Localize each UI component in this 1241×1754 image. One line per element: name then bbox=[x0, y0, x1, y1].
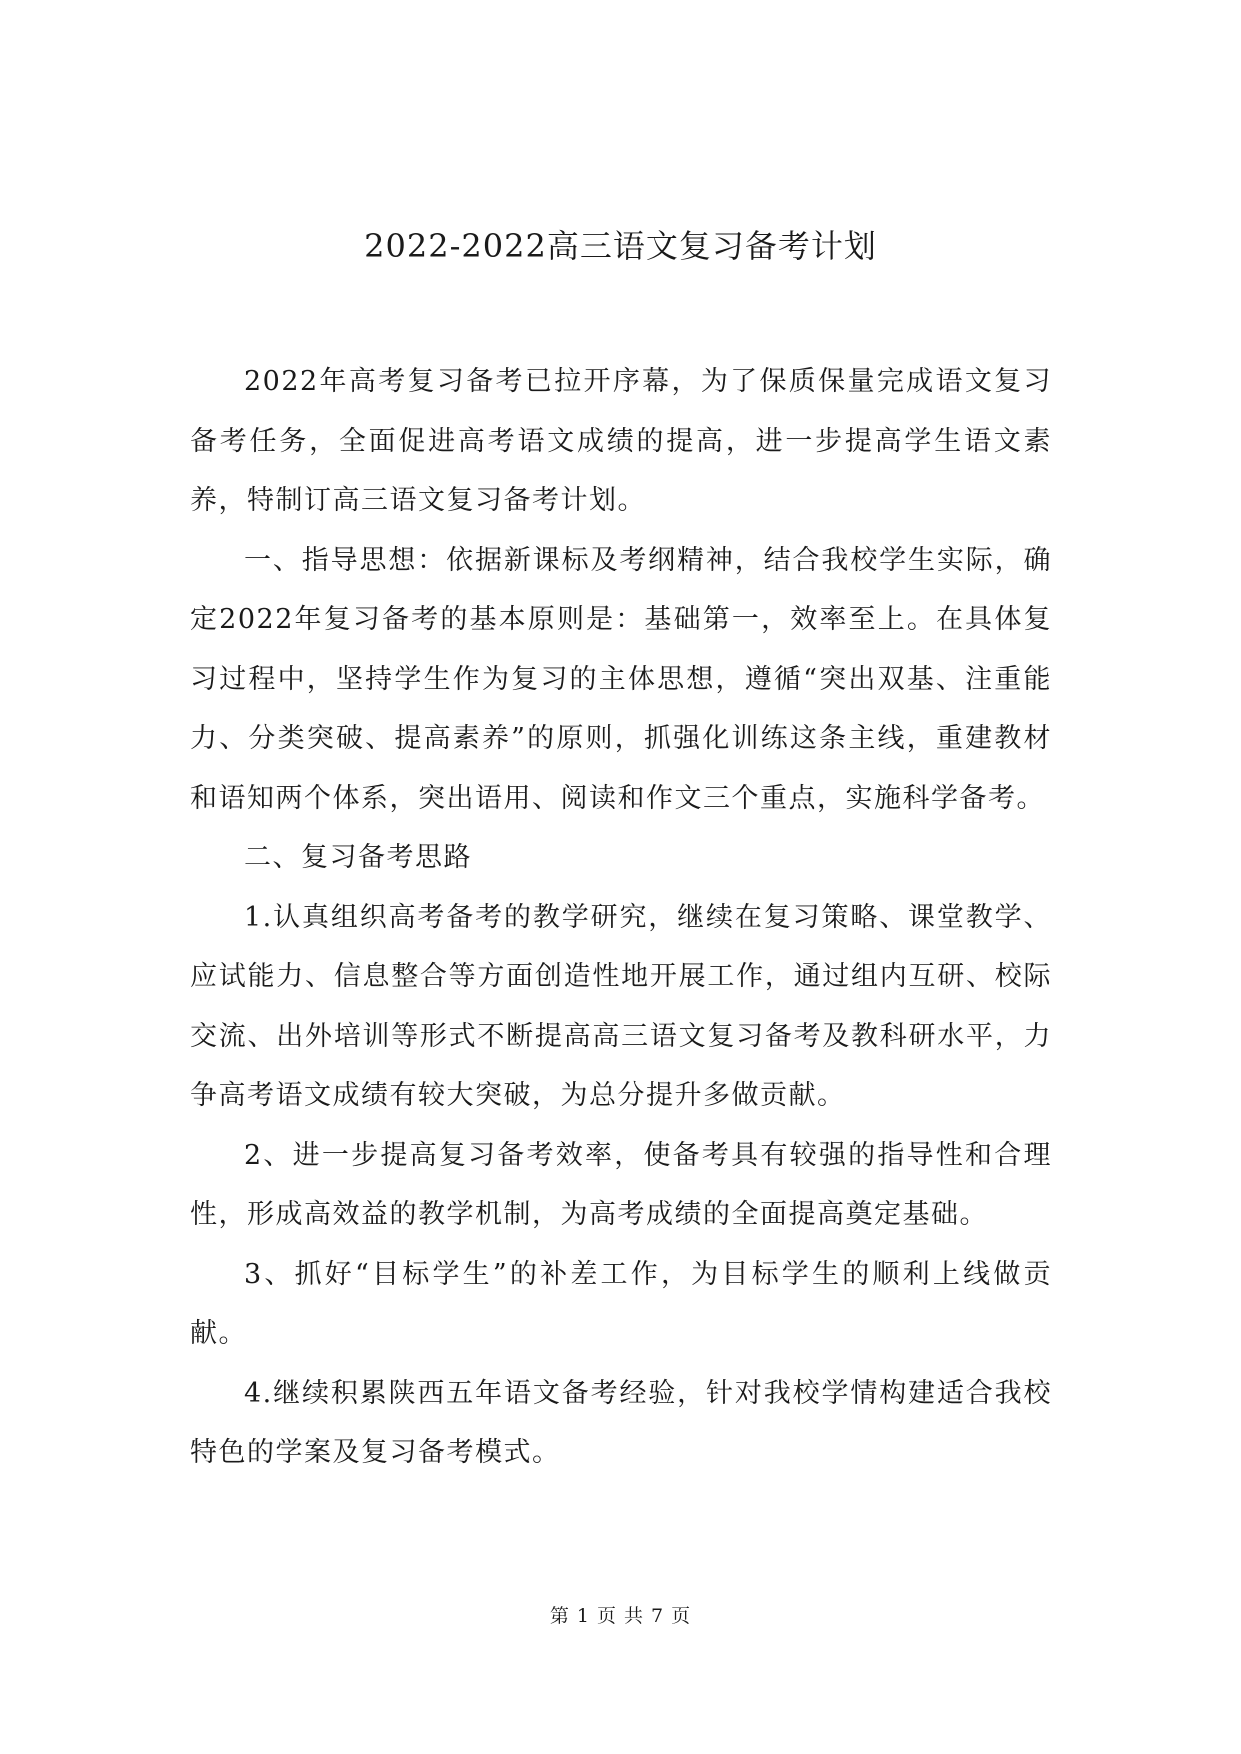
paragraph-item-3: 3、抓好“目标学生”的补差工作，为目标学生的顺利上线做贡献。 bbox=[190, 1258, 1052, 1349]
document-title: 2022-2022高三语文复习备考计划 bbox=[364, 227, 877, 265]
section-heading-review-approach: 二、复习备考思路 bbox=[244, 842, 472, 873]
paragraph-item-2: 2、进一步提高复习备考效率，使备考具有较强的指导性和合理性，形成高效益的教学机制，为高考成绩的全面提高奠定基础。 bbox=[190, 1139, 1052, 1230]
page-footer: 第 1 页 共 7 页 bbox=[549, 1605, 692, 1627]
document-body bbox=[190, 352, 1052, 1483]
paragraph-item-4: 4.继续积累陕西五年语文备考经验，针对我校学情构建适合我校特色的学案及复习备考模式。 bbox=[190, 1377, 1052, 1468]
paragraph-guiding-ideology: 一、指导思想：依据新课标及考纲精神，结合我校学生实际，确定2022年复习备考的基本原则是：基础第一，效率至上。在具体复习过程中，坚持学生作为复习的主体思想，遵循“突出双基、注重能力、分类突破、提高素养”的原则，抓强化训练这条主线，重建教材和语知两个体系，突出语用、阅读和作文三个重点，实施科学备考。 bbox=[190, 544, 1052, 814]
paragraph-item-1: 1.认真组织高考备考的教学研究，继续在复习策略、课堂教学、应试能力、信息整合等方面创造性地开展工作，通过组内互研、校际交流、出外培训等形式不断提高高三语文复习备考及教科研水平，力争高考语文成绩有较大突破，为总分提升多做贡献。 bbox=[190, 901, 1052, 1111]
paragraph-intro: 2022年高考复习备考已拉开序幕，为了保质保量完成语文复习备考任务，全面促进高考语文成绩的提高，进一步提高学生语文素养，特制订高三语文复习备考计划。 bbox=[190, 366, 1052, 516]
